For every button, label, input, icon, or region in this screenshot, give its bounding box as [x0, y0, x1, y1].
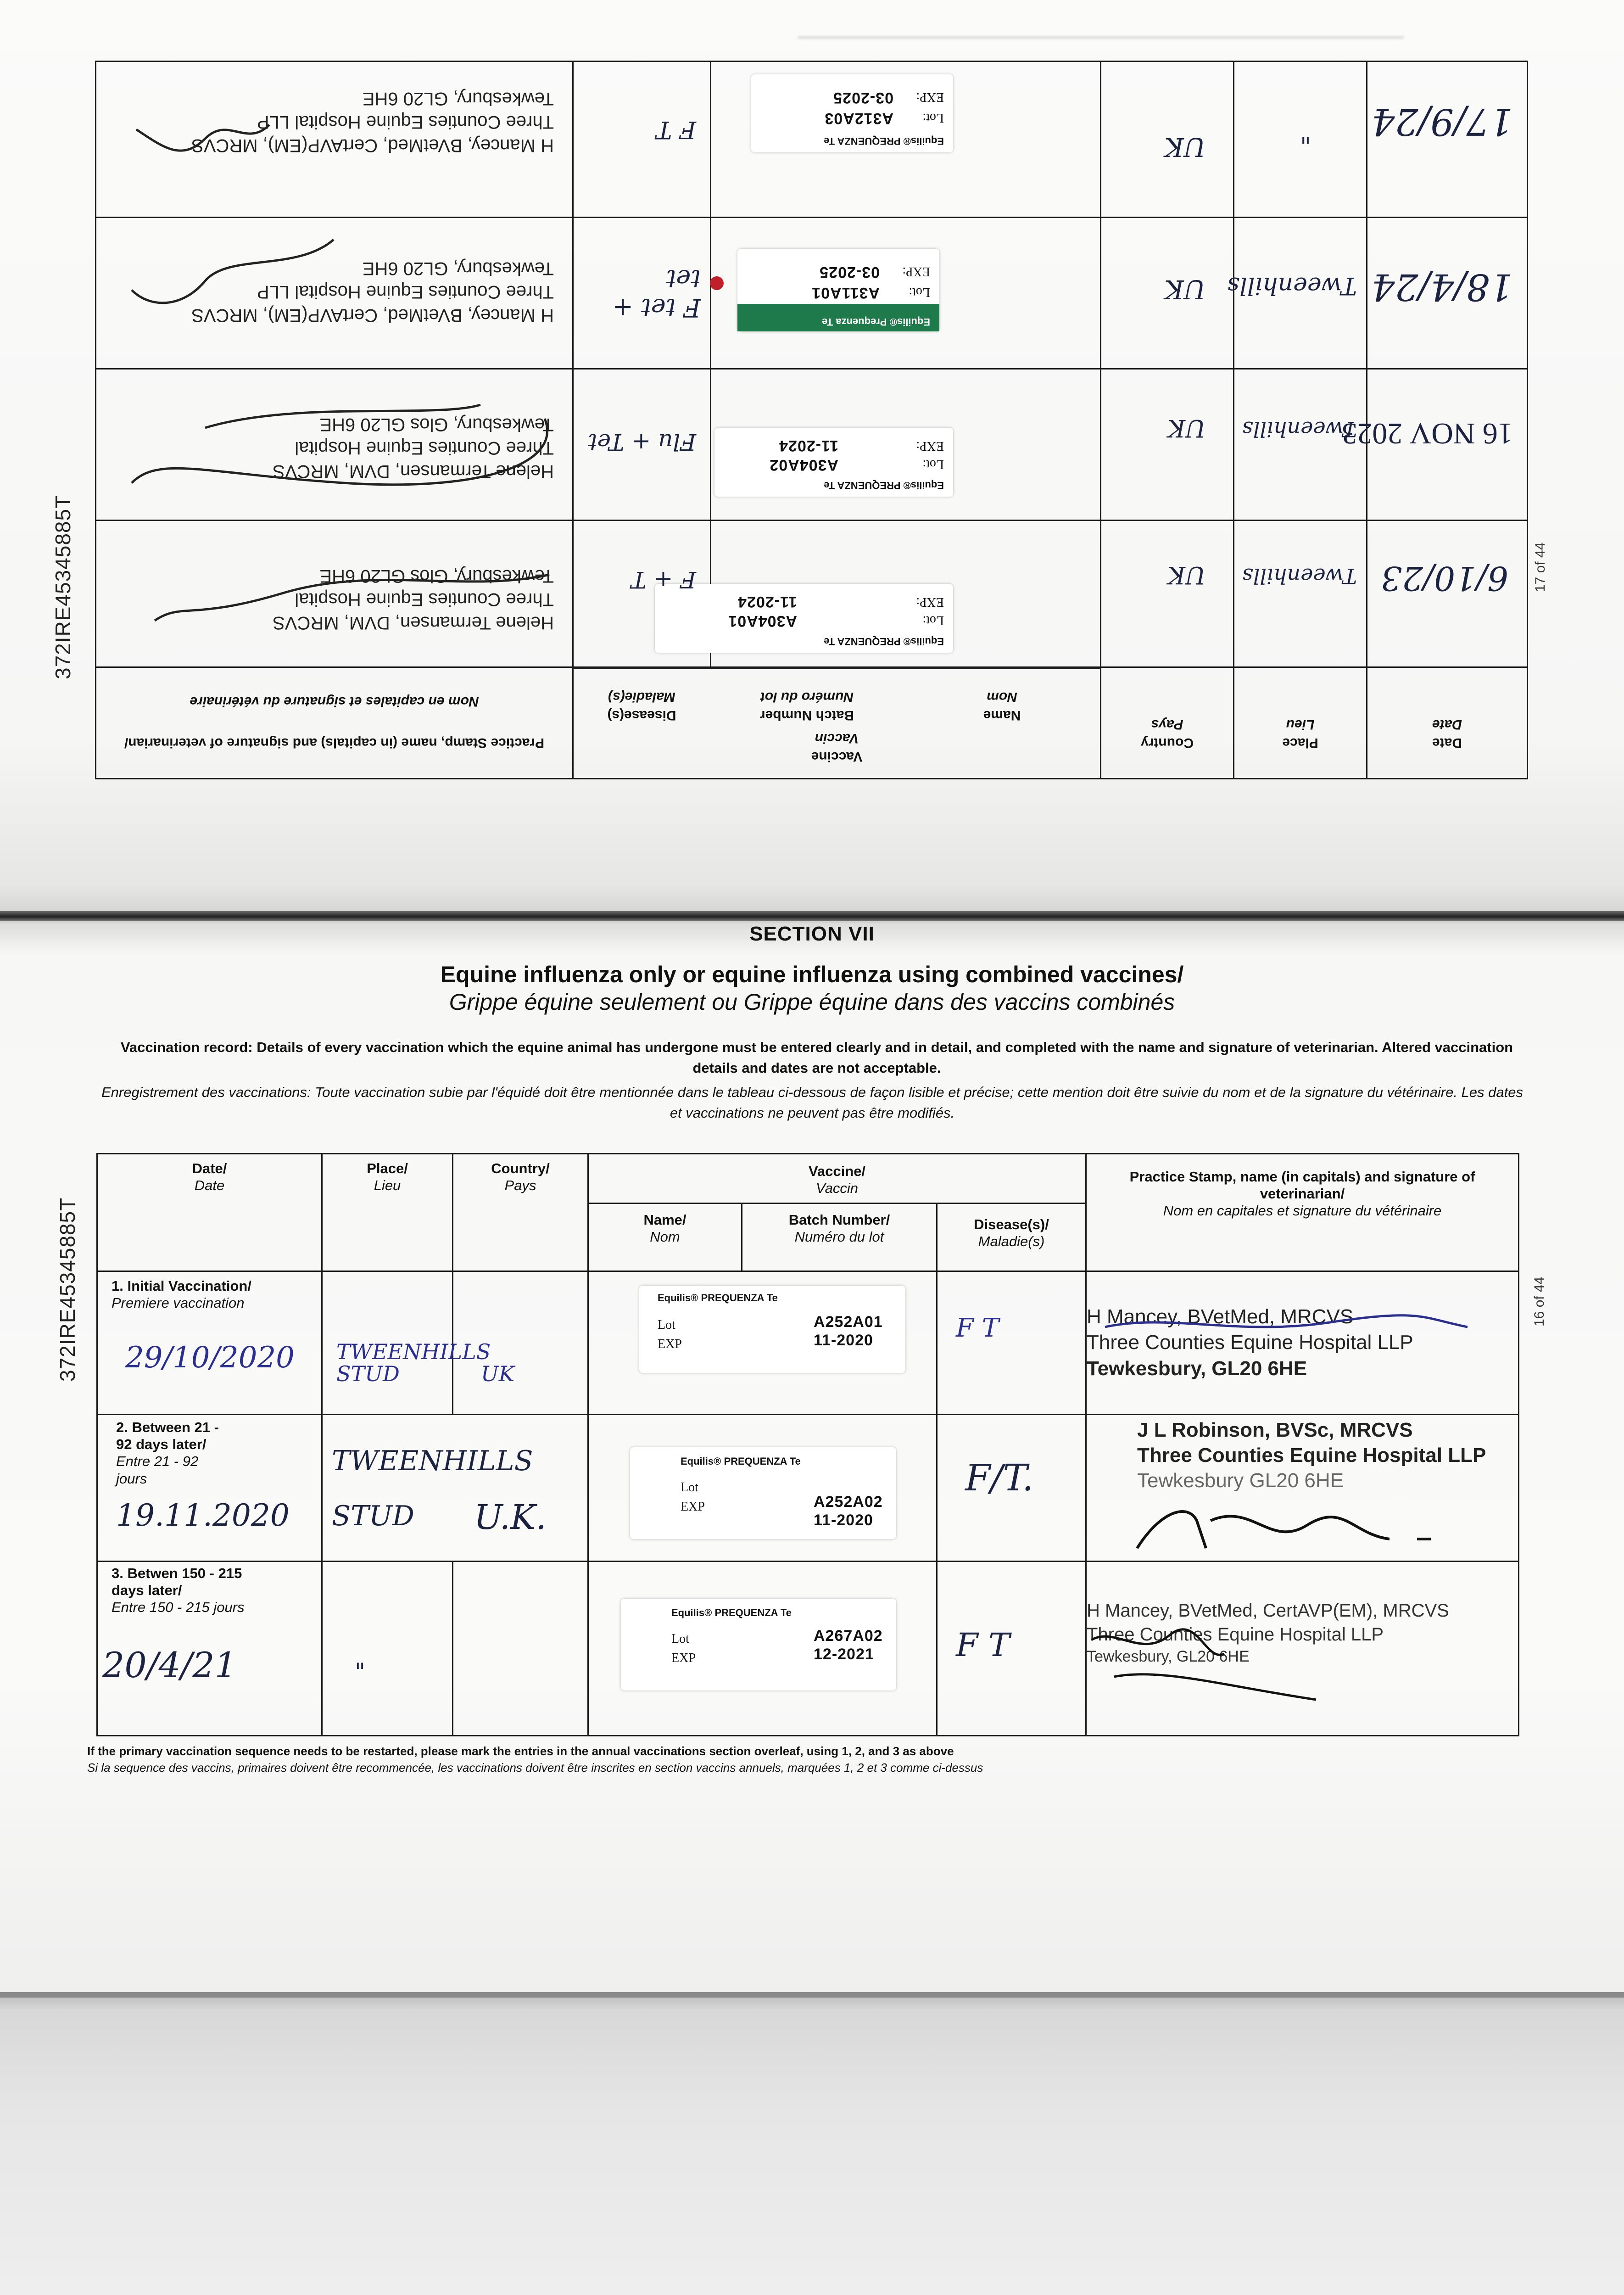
- section-heading: SECTION VII: [749, 923, 875, 945]
- col-stamp-label: Practice Stamp, name (in capitals) and signature of veterinarian/: [124, 735, 545, 750]
- cell-date: [1367, 218, 1528, 369]
- cell-country: [1101, 521, 1234, 667]
- lot-label: Lot: [681, 1480, 698, 1495]
- col-stamp: [1086, 1154, 1519, 1271]
- cell-disease: [573, 62, 711, 218]
- signature-scribble: [113, 382, 572, 510]
- bottom-page: [0, 923, 1624, 1992]
- exp-value: 03-2025: [819, 263, 880, 281]
- col-disease-label: Disease(s): [607, 708, 676, 723]
- place-value: TWEENHILLS STUD: [332, 1445, 533, 1532]
- footnote-fr: Si la sequence des vaccins, primaires doivent être recommencée, les vaccinations doivent être inscrites en section vaccins annuels, marquées 1, 2 et 3 comme ci-dessus: [87, 1761, 983, 1774]
- cell-place: [1234, 521, 1367, 667]
- col-batch-label-fr: Numéro du lot: [760, 689, 854, 705]
- cell-date: [97, 1562, 322, 1736]
- table-row: [97, 1415, 1519, 1562]
- cell-country: [453, 1271, 588, 1415]
- book-spine: [0, 911, 1624, 921]
- stamp-line-1: Helene Termansen, DVM, MRCVS: [273, 613, 554, 633]
- country-value: UK: [1164, 274, 1205, 304]
- cell-stamp: [96, 369, 573, 521]
- vaccine-sticker: [751, 74, 953, 152]
- cell-place: [322, 1271, 491, 1415]
- col-disease: [573, 667, 711, 723]
- cell-place: [322, 1562, 453, 1736]
- col-disease-label: Disease(s)/ Maladie(s): [974, 1216, 1049, 1250]
- date-value: 20/4/21: [102, 1645, 237, 1685]
- stamp-line-2: Three Counties Equine Hospital LLP: [257, 281, 554, 302]
- cell-stamp: [96, 62, 573, 218]
- stamp-line-3: Tewkesbury, GL20 6HE: [362, 258, 554, 279]
- row-label: 2. Between 21 - 92 days later/ Entre 21 - 92 jours: [116, 1419, 219, 1487]
- exp-value: 03-2025: [833, 89, 893, 106]
- col-date-label-fr: Date: [1432, 717, 1462, 732]
- sticker-brand: Equilis® PREQUENZA Te: [824, 480, 944, 491]
- cell-stamp: [96, 521, 573, 667]
- disease-value: F T: [656, 116, 696, 143]
- exp-label: EXP: [671, 1651, 696, 1665]
- cell-country: [453, 1562, 588, 1736]
- stamp-line-1: H Mancey, BVetMed, CertAVP(EM), MRCVS: [191, 135, 554, 156]
- lot-value: A304A01: [728, 612, 797, 630]
- cell-place: [1234, 369, 1367, 521]
- exp-value: 12-2021: [814, 1646, 874, 1663]
- signature-scribble: [113, 226, 343, 354]
- disease-value: F + T: [631, 566, 696, 593]
- top-page-rotated-content: [0, 0, 1624, 909]
- date-value: 17/9/24: [1371, 101, 1513, 143]
- title-fr: Grippe équine seulement ou Grippe équine dans des vaccins combinés: [449, 989, 1175, 1015]
- cell-date: [97, 1271, 322, 1415]
- cell-date: [1342, 369, 1528, 521]
- col-name-label-fr: Nom: [987, 689, 1017, 705]
- lot-label: Lot:: [922, 457, 944, 471]
- place-value: ": [1300, 120, 1311, 148]
- col-place: [322, 1154, 453, 1271]
- sticker-brand: Equilis® PREQUENZA Te: [824, 636, 944, 647]
- col-batch-label: Batch Number: [759, 708, 854, 723]
- stamp-line-2: Three Counties Equine Hospital LLP: [1087, 1624, 1384, 1645]
- exp-value: 11-2020: [814, 1332, 873, 1349]
- exp-label: EXP:: [916, 90, 944, 104]
- stamp-line-2: Three Counties Equine Hospital LLP: [1087, 1331, 1413, 1354]
- exp-value: 11-2024: [779, 437, 838, 454]
- signature-scribble: [1100, 1299, 1477, 1345]
- lot-label: Lot:: [922, 111, 944, 125]
- vaccine-sticker: [714, 428, 953, 497]
- stamp-line-1: H Mancey, BVetMed, CertAVP(EM), MRCVS: [1087, 1601, 1449, 1621]
- col-date: [97, 1154, 322, 1271]
- sticker-brand: Equilis® Prequenza Te: [737, 304, 939, 331]
- col-country: [1101, 667, 1234, 779]
- signature-scribble: [127, 106, 274, 162]
- record-instructions-en: Vaccination record: Details of every vaccination which the equine animal has undergone must be entered clearly and in detail, and completed with the name and signature of veterinarian. Altered vaccination details and dates are not acceptable.: [120, 1039, 1513, 1076]
- sticker-brand: Equilis® PREQUENZA Te: [658, 1292, 778, 1304]
- signature-scribble: [1087, 1622, 1325, 1713]
- lot-label: Lot: [671, 1632, 689, 1646]
- exp-label: EXP:: [902, 264, 930, 279]
- practice-stamp: [1137, 1417, 1486, 1493]
- col-vaccine-label-fr: Vaccin: [815, 731, 859, 746]
- col-place-label: Place: [1282, 735, 1318, 750]
- stamp-line-3: Tewkesbury, GL20 6HE: [1087, 1648, 1250, 1665]
- sticker-brand: Equilis® PREQUENZA Te: [671, 1607, 792, 1618]
- table-row: [96, 369, 1528, 521]
- stamp-line-3: Tewkesbury, Glos GL20 6HE: [319, 414, 554, 435]
- stamp-line-3: Tewkesbury, GL20 6HE: [1087, 1357, 1307, 1380]
- red-mark: [710, 276, 724, 290]
- cell-place: [1234, 62, 1367, 218]
- lot-value: A311A01: [811, 284, 880, 302]
- lot-value: A252A02: [814, 1493, 883, 1511]
- disease-value: F tet + tet: [612, 264, 701, 322]
- lot-value: A304A02: [769, 456, 838, 474]
- cell-date: [1367, 62, 1528, 218]
- col-batch-label: Batch Number/ Numéro du lot: [788, 1212, 890, 1245]
- col-disease: [937, 1203, 1086, 1271]
- cell-vaccine-sticker: [711, 521, 1101, 667]
- vaccine-sticker: [630, 1447, 896, 1539]
- cell-stamp: [1086, 1562, 1519, 1736]
- record-instructions-fr: Enregistrement des vaccinations: Toute vaccination subie par l'équidé doit être mentionnée dans le tableau ci-dessous de façon lisible et précise; cette mention doit être suivie du nom et de la signature du vétérinaire. Les dates et vaccinations ne peuvent pas être modifiés.: [101, 1084, 1523, 1121]
- cell-vaccine-sticker: [588, 1271, 937, 1415]
- col-batch: [711, 667, 904, 723]
- cell-disease: [937, 1271, 1086, 1415]
- col-disease-label-fr: Maladie(s): [608, 689, 675, 705]
- cell-place: [1227, 218, 1367, 369]
- cell-country: [1101, 62, 1234, 218]
- col-country: [453, 1154, 588, 1271]
- cell-disease: [573, 369, 711, 521]
- page-number-top: 17 of 44: [1533, 542, 1548, 592]
- col-date: [1367, 667, 1528, 779]
- footnote-en: If the primary vaccination sequence needs to be restarted, please mark the entries in the annual vaccinations section overleaf, using 1, 2, and 3 as above: [87, 1744, 954, 1758]
- row-label: 3. Betwen 150 - 215 days later/ Entre 150 - 215 jours: [112, 1565, 245, 1616]
- cell-vaccine-sticker: [588, 1415, 937, 1562]
- cell-vaccine-sticker: [588, 1562, 937, 1736]
- country-value: UK: [481, 1361, 515, 1386]
- cell-vaccine-sticker: [711, 369, 1101, 521]
- exp-value: 11-2020: [814, 1511, 873, 1529]
- lot-value: A252A01: [814, 1313, 883, 1331]
- stamp-line-3: Tewkesbury GL20 6HE: [1137, 1469, 1344, 1492]
- col-name: [588, 1203, 742, 1271]
- background-below-book: [0, 1992, 1624, 2295]
- date-value: 16 NOV 2023: [1342, 417, 1513, 450]
- row-label: 1. Initial Vaccination/ Premiere vaccination: [112, 1278, 251, 1311]
- cell-vaccine-sticker: [711, 62, 1101, 218]
- lot-value: A312A03: [824, 110, 893, 127]
- cell-disease: [937, 1562, 1086, 1736]
- col-name: [904, 667, 1101, 723]
- col-vaccine: [573, 669, 1101, 779]
- vaccine-sticker: [639, 1286, 905, 1373]
- date-value: 6/10/23: [1381, 559, 1508, 598]
- col-vaccine-label: Vaccine/ Vaccin: [808, 1163, 866, 1197]
- stamp-line-2: Three Counties Equine Hospital LLP: [257, 112, 554, 132]
- cell-stamp: [96, 218, 573, 369]
- cell-place-country: [322, 1415, 588, 1562]
- place-value: Tweenhills: [1227, 272, 1357, 299]
- cell-country: [1101, 369, 1234, 521]
- cell-stamp: [1086, 1271, 1519, 1415]
- annual-vaccination-table: [95, 61, 1528, 779]
- place-value: Tweenhills: [1242, 564, 1357, 588]
- page-number-bottom: 16 of 44: [1532, 1276, 1547, 1327]
- col-vaccine: [588, 1154, 1086, 1203]
- side-identifier-bottom: 372IRE45345885T: [56, 1197, 79, 1382]
- col-stamp: [96, 667, 573, 779]
- cell-disease: [573, 521, 711, 667]
- col-place-label: Place/ Lieu: [367, 1160, 408, 1194]
- col-country-label: Country/ Pays: [491, 1160, 550, 1194]
- cell-country: [1101, 218, 1234, 369]
- vaccine-sticker: [737, 249, 939, 331]
- exp-label: EXP: [658, 1337, 682, 1351]
- stamp-line-3: Tewkesbury, GL20 6HE: [362, 88, 554, 109]
- country-value: U.K.: [474, 1498, 547, 1537]
- exp-label: EXP:: [916, 439, 944, 453]
- sticker-brand: Equilis® PREQUENZA Te: [824, 135, 944, 147]
- cell-date: [97, 1415, 322, 1562]
- title-en: Equine influenza only or equine influenza using combined vaccines/: [440, 962, 1184, 987]
- cell-stamp: [1086, 1415, 1519, 1562]
- top-page: [0, 0, 1624, 923]
- lot-label: Lot:: [922, 613, 944, 627]
- country-value: UK: [1167, 561, 1205, 588]
- exp-label: EXP:: [916, 595, 944, 609]
- disease-value: Flu + Tet: [588, 429, 696, 455]
- signature-scribble: [145, 556, 558, 648]
- lot-label: Lot: [658, 1318, 675, 1332]
- col-stamp-label: Practice Stamp, name (in capitals) and signature of veterinarian/ Nom en capitales et signature du vétérinaire: [1129, 1169, 1475, 1219]
- bleed-through-text: ————————————————————————————————————————————: [798, 31, 1404, 46]
- date-value: 29/10/2020: [125, 1341, 295, 1375]
- signature-scribble: [1133, 1493, 1454, 1557]
- stamp-line-3: Tewkesbury, Glos GL20 6HE: [319, 565, 554, 586]
- col-place-label-fr: Lieu: [1286, 717, 1315, 732]
- col-date-label: Date/ Date: [192, 1160, 227, 1194]
- table-row: [96, 521, 1528, 667]
- cell-disease: [573, 218, 711, 369]
- vaccine-sticker: [621, 1599, 896, 1690]
- stamp-line-2: Three Counties Equine Hospital: [295, 589, 554, 610]
- stamp-line-1: J L Robinson, BVSc, MRCVS: [1137, 1419, 1413, 1441]
- table-row: [97, 1562, 1519, 1736]
- table-row: [96, 218, 1528, 369]
- country-value: UK: [1167, 414, 1205, 442]
- disease-value: F T: [956, 1626, 1010, 1664]
- disease-value: F T: [956, 1313, 999, 1343]
- stamp-line-1: H Mancey, BVetMed, CertAVP(EM), MRCVS: [191, 305, 554, 325]
- book-edge: [0, 1992, 1624, 1998]
- col-batch: [742, 1203, 937, 1271]
- lot-label: Lot:: [909, 285, 930, 299]
- stamp-line-2: Three Counties Equine Hospital LLP: [1137, 1444, 1486, 1467]
- cell-disease: [937, 1415, 1086, 1562]
- country-value: UK: [1164, 132, 1205, 162]
- col-name-label: Name/ Nom: [643, 1212, 686, 1245]
- table-row: [96, 62, 1528, 218]
- col-vaccine-label: Vaccine: [811, 749, 863, 764]
- disease-value: F/T.: [965, 1456, 1034, 1499]
- place-value: ": [355, 1658, 365, 1685]
- place-value: TWEENHILLS STUD: [336, 1339, 491, 1387]
- place-value: Tweenhills: [1242, 417, 1357, 442]
- col-stamp-label-fr: Nom en capitales et signature du vétérinaire: [190, 694, 479, 709]
- primary-vaccination-table: [96, 1153, 1519, 1736]
- lot-value: A267A02: [814, 1627, 883, 1645]
- sticker-brand: Equilis® PREQUENZA Te: [681, 1455, 801, 1467]
- exp-value: 11-2024: [737, 593, 797, 610]
- exp-label: EXP: [681, 1500, 705, 1514]
- table-row: [97, 1271, 1519, 1415]
- cell-vaccine-sticker: [711, 218, 1101, 369]
- col-name-label: Name: [983, 708, 1021, 723]
- col-place: [1234, 667, 1367, 779]
- date-value: 18/4/24: [1371, 266, 1513, 308]
- date-value: 19.11.2020: [116, 1498, 290, 1533]
- stamp-line-2: Three Counties Equine Hospital: [295, 437, 554, 458]
- col-country-label-fr: Pays: [1151, 717, 1183, 732]
- col-date-label: Date: [1432, 735, 1462, 750]
- stamp-line-1: Helene Termansen, DVM, MRCVS: [273, 461, 554, 481]
- stamp-line-1: H Mancey, BVetMed, MRCVS: [1087, 1305, 1354, 1328]
- col-country-label: Country: [1141, 735, 1194, 750]
- side-identifier-top: 372IRE45345885T: [51, 495, 75, 679]
- cell-date: [1367, 521, 1528, 667]
